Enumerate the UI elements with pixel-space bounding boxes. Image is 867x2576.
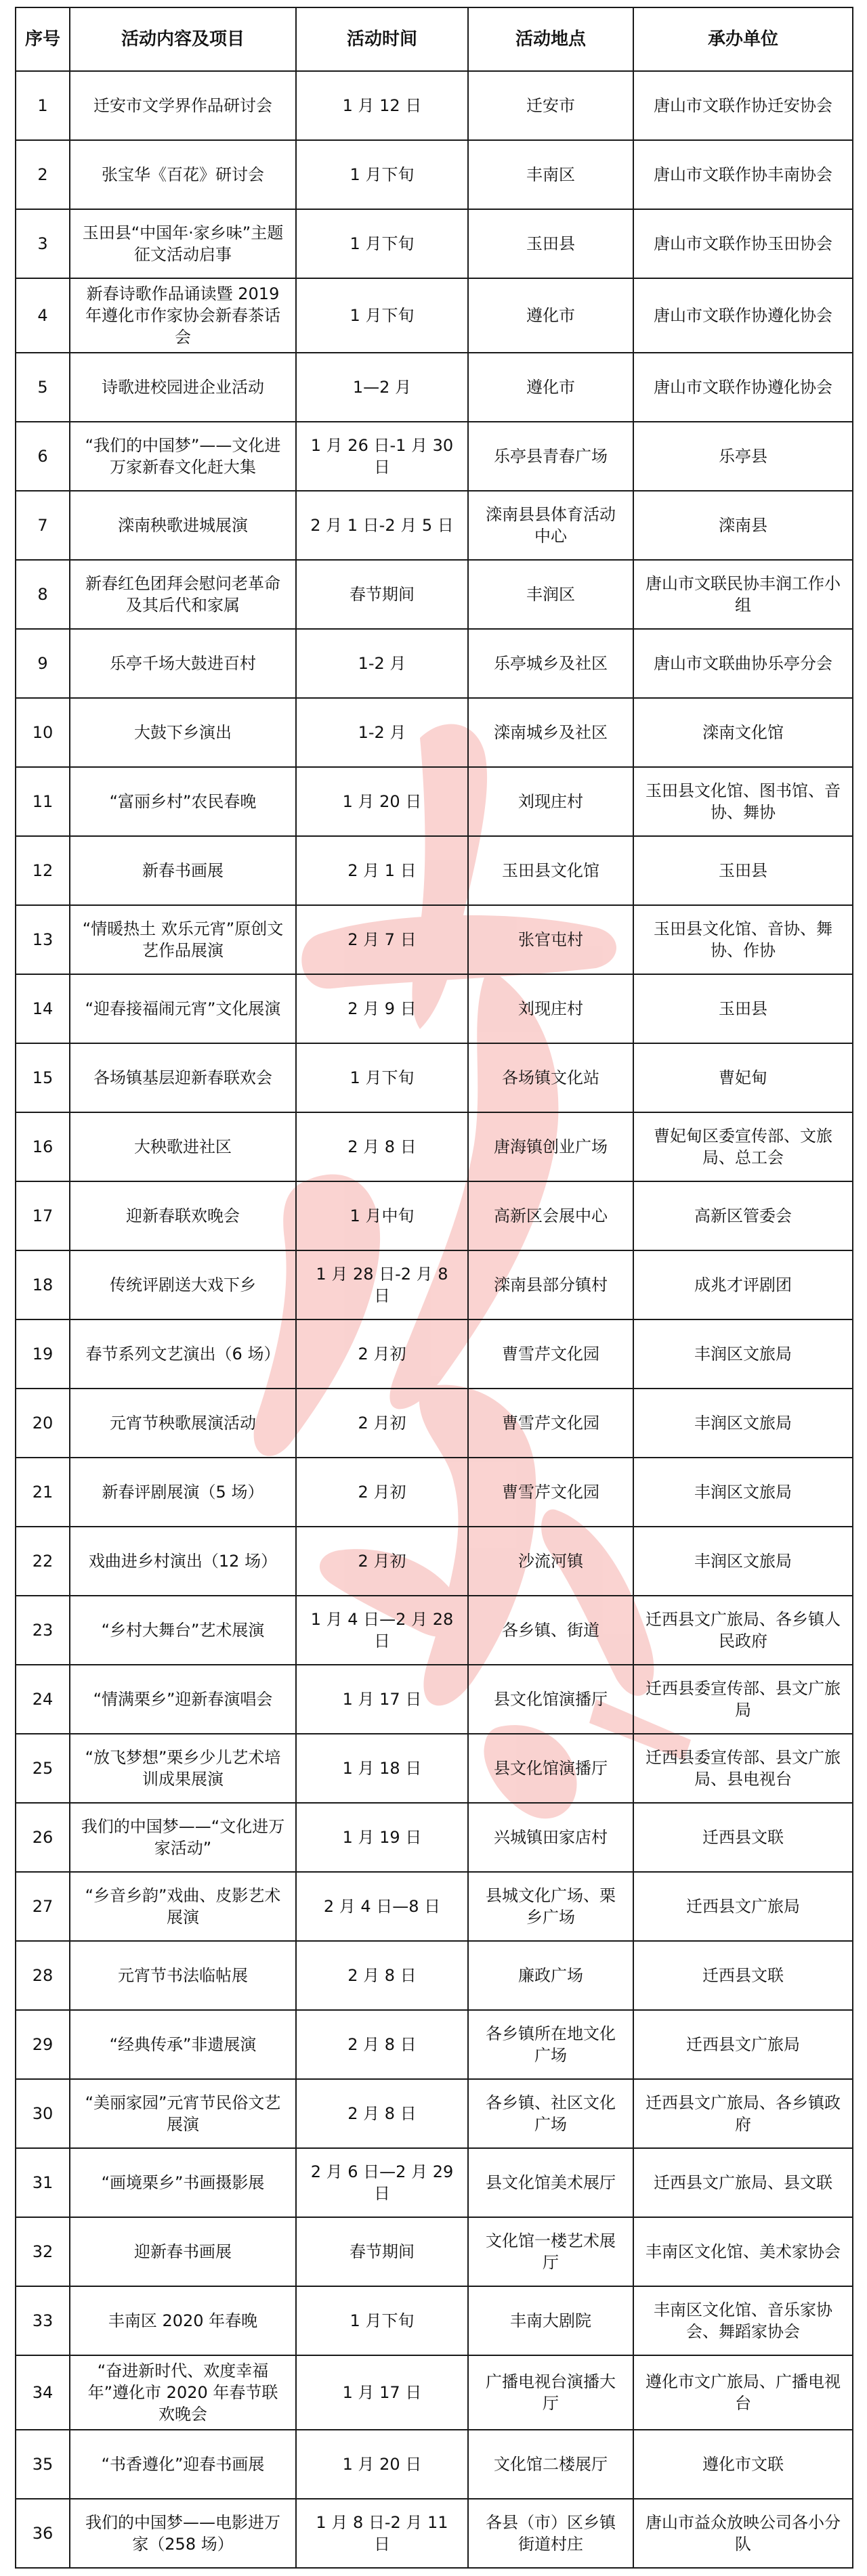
table-row xyxy=(16,422,853,491)
activity-content-cell: “画境栗乡”书画摄影展 xyxy=(70,2148,296,2217)
activity-content-cell: 玉田县“中国年·家乡味”主题征文活动启事 xyxy=(70,209,296,278)
activity-time-cell: 2 月 8 日 xyxy=(296,2010,468,2079)
serial-number-cell: 10 xyxy=(16,698,70,767)
organizer-cell: 丰润区文旅局 xyxy=(633,1458,853,1527)
activity-location-cell: 玉田县文化馆 xyxy=(468,836,633,905)
activity-content-cell: “情满栗乡”迎新春演唱会 xyxy=(70,1665,296,1734)
activity-time-cell: 1 月下旬 xyxy=(296,2286,468,2355)
activity-content-cell: “我们的中国梦”——文化进万家新春文化赶大集 xyxy=(70,422,296,491)
activity-content-cell: 乐亭千场大鼓进百村 xyxy=(70,629,296,698)
table-row xyxy=(16,209,853,278)
organizer-cell: 遵化市文广旅局、广播电视台 xyxy=(633,2355,853,2430)
table-row xyxy=(16,767,853,836)
serial-number-cell: 28 xyxy=(16,1941,70,2010)
activity-content-cell: 迎新春联欢晚会 xyxy=(70,1181,296,1250)
serial-number-cell: 6 xyxy=(16,422,70,491)
organizer-cell: 玉田县 xyxy=(633,836,853,905)
organizer-cell: 乐亭县 xyxy=(633,422,853,491)
serial-number-cell: 29 xyxy=(16,2010,70,2079)
activity-time-cell: 2 月初 xyxy=(296,1527,468,1596)
serial-number-cell: 13 xyxy=(16,905,70,974)
serial-number-cell: 18 xyxy=(16,1250,70,1319)
activity-time-cell: 1-2 月 xyxy=(296,629,468,698)
organizer-cell: 唐山市益众放映公司各小分队 xyxy=(633,2499,853,2568)
table-body xyxy=(16,71,853,2568)
serial-number-cell: 24 xyxy=(16,1665,70,1734)
organizer-cell: 曹妃甸区委宣传部、文旅局、总工会 xyxy=(633,1112,853,1181)
activity-content-cell: 传统评剧送大戏下乡 xyxy=(70,1250,296,1319)
activity-location-cell: 滦南城乡及社区 xyxy=(468,698,633,767)
activity-time-cell: 1 月下旬 xyxy=(296,209,468,278)
activity-location-cell: 各场镇文化站 xyxy=(468,1043,633,1112)
organizer-cell: 迁西县文联 xyxy=(633,1941,853,2010)
organizer-cell: 丰润区文旅局 xyxy=(633,1319,853,1389)
organizer-cell: 丰南区文化馆、美术家协会 xyxy=(633,2217,853,2286)
organizer-cell: 迁西县文广旅局、各乡镇人民政府 xyxy=(633,1596,853,1665)
activity-content-cell: 新春红色团拜会慰问老革命及其后代和家属 xyxy=(70,560,296,629)
table-row xyxy=(16,1181,853,1250)
activity-time-cell: 2 月初 xyxy=(296,1319,468,1389)
organizer-cell: 滦南县 xyxy=(633,491,853,560)
activity-location-cell: 遵化市 xyxy=(468,278,633,353)
activity-time-cell: 2 月 1 日-2 月 5 日 xyxy=(296,491,468,560)
table-row xyxy=(16,1665,853,1734)
activity-location-cell: 县文化馆美术展厅 xyxy=(468,2148,633,2217)
table-row xyxy=(16,491,853,560)
serial-number-cell: 31 xyxy=(16,2148,70,2217)
table-row xyxy=(16,1250,853,1319)
organizer-cell: 唐山市文联作协玉田协会 xyxy=(633,209,853,278)
serial-number-cell: 20 xyxy=(16,1389,70,1458)
activity-content-cell: 迎新春书画展 xyxy=(70,2217,296,2286)
activity-location-cell: 刘现庄村 xyxy=(468,767,633,836)
serial-number-cell: 11 xyxy=(16,767,70,836)
organizer-cell: 曹妃甸 xyxy=(633,1043,853,1112)
serial-number-cell: 21 xyxy=(16,1458,70,1527)
serial-number-cell: 14 xyxy=(16,974,70,1043)
activity-time-cell: 1 月中旬 xyxy=(296,1181,468,1250)
activity-location-cell: 广播电视台演播大厅 xyxy=(468,2355,633,2430)
organizer-cell: 迁西县文广旅局、各乡镇政府 xyxy=(633,2079,853,2148)
activity-time-cell: 春节期间 xyxy=(296,560,468,629)
serial-number-cell: 19 xyxy=(16,1319,70,1389)
activity-time-cell: 1 月下旬 xyxy=(296,278,468,353)
activity-content-cell: 张宝华《百花》研讨会 xyxy=(70,140,296,209)
table-row xyxy=(16,2217,853,2286)
serial-number-cell: 3 xyxy=(16,209,70,278)
table-row xyxy=(16,905,853,974)
serial-number-cell: 27 xyxy=(16,1872,70,1941)
activity-location-cell: 兴城镇田家店村 xyxy=(468,1803,633,1872)
serial-number-cell: 30 xyxy=(16,2079,70,2148)
activity-content-cell: “放飞梦想”栗乡少儿艺术培训成果展演 xyxy=(70,1734,296,1803)
activity-location-cell: 唐海镇创业广场 xyxy=(468,1112,633,1181)
table-row xyxy=(16,2430,853,2499)
table-row xyxy=(16,629,853,698)
organizer-cell: 迁西县文广旅局 xyxy=(633,2010,853,2079)
activity-content-cell: 各场镇基层迎新春联欢会 xyxy=(70,1043,296,1112)
activity-location-cell: 县文化馆演播厅 xyxy=(468,1665,633,1734)
organizer-cell: 高新区管委会 xyxy=(633,1181,853,1250)
table-row xyxy=(16,1389,853,1458)
activity-time-cell: 1 月 17 日 xyxy=(296,1665,468,1734)
activity-time-cell: 1 月 18 日 xyxy=(296,1734,468,1803)
activity-location-cell: 曹雪芹文化园 xyxy=(468,1319,633,1389)
table-row xyxy=(16,353,853,422)
table-row xyxy=(16,1527,853,1596)
table-row xyxy=(16,2355,853,2430)
activity-time-cell: 2 月初 xyxy=(296,1389,468,1458)
serial-number-cell: 32 xyxy=(16,2217,70,2286)
activity-location-cell: 各乡镇所在地文化广场 xyxy=(468,2010,633,2079)
activity-content-cell: 我们的中国梦——“文化进万家活动” xyxy=(70,1803,296,1872)
organizer-cell: 玉田县文化馆、音协、舞协、作协 xyxy=(633,905,853,974)
table-row xyxy=(16,836,853,905)
table-row xyxy=(16,2010,853,2079)
activity-time-cell: 1—2 月 xyxy=(296,353,468,422)
serial-number-cell: 23 xyxy=(16,1596,70,1665)
serial-number-cell: 17 xyxy=(16,1181,70,1250)
table-row xyxy=(16,71,853,140)
organizer-cell: 玉田县 xyxy=(633,974,853,1043)
serial-number-cell: 33 xyxy=(16,2286,70,2355)
activity-time-cell: 2 月 8 日 xyxy=(296,2079,468,2148)
header-serial-number: 序号 xyxy=(16,7,70,71)
table-row xyxy=(16,140,853,209)
serial-number-cell: 34 xyxy=(16,2355,70,2430)
organizer-cell: 唐山市文联民协丰润工作小组 xyxy=(633,560,853,629)
organizer-cell: 迁西县委宣传部、县文广旅局 xyxy=(633,1665,853,1734)
organizer-cell: 丰南区文化馆、音乐家协会、舞蹈家协会 xyxy=(633,2286,853,2355)
activity-content-cell: “乡音乡韵”戏曲、皮影艺术展演 xyxy=(70,1872,296,1941)
activity-content-cell: 丰南区 2020 年春晚 xyxy=(70,2286,296,2355)
serial-number-cell: 22 xyxy=(16,1527,70,1596)
organizer-cell: 迁西县文广旅局 xyxy=(633,1872,853,1941)
activity-time-cell: 1 月 4 日—2 月 28 日 xyxy=(296,1596,468,1665)
table-row xyxy=(16,2079,853,2148)
table-row xyxy=(16,1872,853,1941)
activity-location-cell: 高新区会展中心 xyxy=(468,1181,633,1250)
table-header-row xyxy=(16,7,853,71)
organizer-cell: 唐山市文联作协丰南协会 xyxy=(633,140,853,209)
table-row xyxy=(16,1112,853,1181)
table-row xyxy=(16,974,853,1043)
serial-number-cell: 1 xyxy=(16,71,70,140)
serial-number-cell: 15 xyxy=(16,1043,70,1112)
activity-location-cell: 乐亭城乡及社区 xyxy=(468,629,633,698)
serial-number-cell: 8 xyxy=(16,560,70,629)
activity-location-cell: 迁安市 xyxy=(468,71,633,140)
activity-time-cell: 春节期间 xyxy=(296,2217,468,2286)
activity-location-cell: 遵化市 xyxy=(468,353,633,422)
activity-location-cell: 丰南区 xyxy=(468,140,633,209)
organizer-cell: 遵化市文联 xyxy=(633,2430,853,2499)
activity-location-cell: 各县（市）区乡镇街道村庄 xyxy=(468,2499,633,2568)
activity-location-cell: 文化馆二楼展厅 xyxy=(468,2430,633,2499)
activity-content-cell: 元宵节秧歌展演活动 xyxy=(70,1389,296,1458)
activity-content-cell: 我们的中国梦——电影进万家（258 场） xyxy=(70,2499,296,2568)
serial-number-cell: 36 xyxy=(16,2499,70,2568)
serial-number-cell: 35 xyxy=(16,2430,70,2499)
header-activity-time: 活动时间 xyxy=(296,7,468,71)
table-row xyxy=(16,1941,853,2010)
table-row xyxy=(16,2286,853,2355)
activity-location-cell: 廉政广场 xyxy=(468,1941,633,2010)
activity-content-cell: 新春诗歌作品诵读暨 2019 年遵化市作家协会新春茶话会 xyxy=(70,278,296,353)
activity-content-cell: “经典传承”非遗展演 xyxy=(70,2010,296,2079)
serial-number-cell: 2 xyxy=(16,140,70,209)
activity-time-cell: 1 月 20 日 xyxy=(296,767,468,836)
activity-content-cell: 迁安市文学界作品研讨会 xyxy=(70,71,296,140)
serial-number-cell: 4 xyxy=(16,278,70,353)
organizer-cell: 迁西县文联 xyxy=(633,1803,853,1872)
organizer-cell: 成兆才评剧团 xyxy=(633,1250,853,1319)
activity-location-cell: 滦南县县体育活动中心 xyxy=(468,491,633,560)
activity-location-cell: 各乡镇、社区文化广场 xyxy=(468,2079,633,2148)
activity-location-cell: 滦南县部分镇村 xyxy=(468,1250,633,1319)
activity-location-cell: 曹雪芹文化园 xyxy=(468,1389,633,1458)
serial-number-cell: 12 xyxy=(16,836,70,905)
activity-schedule-table xyxy=(15,7,853,2569)
table-row xyxy=(16,1803,853,1872)
activity-content-cell: “美丽家园”元宵节民俗文艺展演 xyxy=(70,2079,296,2148)
activity-content-cell: 大鼓下乡演出 xyxy=(70,698,296,767)
activity-location-cell: 丰南大剧院 xyxy=(468,2286,633,2355)
table-row xyxy=(16,1596,853,1665)
activity-content-cell: “奋进新时代、欢度幸福年”遵化市 2020 年春节联欢晚会 xyxy=(70,2355,296,2430)
organizer-cell: 丰润区文旅局 xyxy=(633,1389,853,1458)
activity-time-cell: 1 月 20 日 xyxy=(296,2430,468,2499)
activity-content-cell: “迎春接福闹元宵”文化展演 xyxy=(70,974,296,1043)
header-activity-location: 活动地点 xyxy=(468,7,633,71)
activity-content-cell: 元宵节书法临帖展 xyxy=(70,1941,296,2010)
header-activity-content: 活动内容及项目 xyxy=(70,7,296,71)
activity-location-cell: 丰润区 xyxy=(468,560,633,629)
activity-location-cell: 县城文化广场、栗乡广场 xyxy=(468,1872,633,1941)
activity-content-cell: 春节系列文艺演出（6 场） xyxy=(70,1319,296,1389)
table-row xyxy=(16,278,853,353)
activity-time-cell: 1 月 19 日 xyxy=(296,1803,468,1872)
table-row xyxy=(16,560,853,629)
activity-location-cell: 张官屯村 xyxy=(468,905,633,974)
organizer-cell: 丰润区文旅局 xyxy=(633,1527,853,1596)
serial-number-cell: 16 xyxy=(16,1112,70,1181)
activity-content-cell: 诗歌进校园进企业活动 xyxy=(70,353,296,422)
activity-time-cell: 2 月 1 日 xyxy=(296,836,468,905)
organizer-cell: 唐山市文联作协遵化协会 xyxy=(633,353,853,422)
serial-number-cell: 5 xyxy=(16,353,70,422)
activity-time-cell: 2 月 8 日 xyxy=(296,1112,468,1181)
activity-content-cell: 滦南秧歌进城展演 xyxy=(70,491,296,560)
table-row xyxy=(16,1043,853,1112)
activity-time-cell: 1 月下旬 xyxy=(296,140,468,209)
table-row xyxy=(16,2499,853,2568)
activity-location-cell: 文化馆一楼艺术展厅 xyxy=(468,2217,633,2286)
table-row xyxy=(16,1319,853,1389)
organizer-cell: 滦南文化馆 xyxy=(633,698,853,767)
activity-time-cell: 1 月 12 日 xyxy=(296,71,468,140)
activity-content-cell: “富丽乡村”农民春晚 xyxy=(70,767,296,836)
activity-content-cell: 新春评剧展演（5 场） xyxy=(70,1458,296,1527)
activity-location-cell: 曹雪芹文化园 xyxy=(468,1458,633,1527)
activity-location-cell: 乐亭县青春广场 xyxy=(468,422,633,491)
header-organizer: 承办单位 xyxy=(633,7,853,71)
organizer-cell: 唐山市文联作协迁安协会 xyxy=(633,71,853,140)
activity-time-cell: 1 月 8 日-2 月 11 日 xyxy=(296,2499,468,2568)
activity-content-cell: “乡村大舞台”艺术展演 xyxy=(70,1596,296,1665)
table-row xyxy=(16,1458,853,1527)
activity-time-cell: 1 月下旬 xyxy=(296,1043,468,1112)
activity-time-cell: 1 月 17 日 xyxy=(296,2355,468,2430)
activity-location-cell: 沙流河镇 xyxy=(468,1527,633,1596)
activity-location-cell: 刘现庄村 xyxy=(468,974,633,1043)
serial-number-cell: 9 xyxy=(16,629,70,698)
organizer-cell: 迁西县文广旅局、县文联 xyxy=(633,2148,853,2217)
organizer-cell: 唐山市文联作协遵化协会 xyxy=(633,278,853,353)
activity-location-cell: 玉田县 xyxy=(468,209,633,278)
activity-time-cell: 2 月 8 日 xyxy=(296,1941,468,2010)
activity-content-cell: 新春书画展 xyxy=(70,836,296,905)
table-row xyxy=(16,698,853,767)
activity-time-cell: 2 月 9 日 xyxy=(296,974,468,1043)
activity-content-cell: 大秧歌进社区 xyxy=(70,1112,296,1181)
activity-time-cell: 2 月 6 日—2 月 29 日 xyxy=(296,2148,468,2217)
organizer-cell: 玉田县文化馆、图书馆、音协、舞协 xyxy=(633,767,853,836)
serial-number-cell: 26 xyxy=(16,1803,70,1872)
activity-time-cell: 1-2 月 xyxy=(296,698,468,767)
activity-time-cell: 2 月 4 日—8 日 xyxy=(296,1872,468,1941)
activity-content-cell: 戏曲进乡村演出（12 场） xyxy=(70,1527,296,1596)
table-row xyxy=(16,2148,853,2217)
serial-number-cell: 7 xyxy=(16,491,70,560)
activity-time-cell: 1 月 26 日-1 月 30 日 xyxy=(296,422,468,491)
activity-location-cell: 各乡镇、街道 xyxy=(468,1596,633,1665)
activity-time-cell: 2 月初 xyxy=(296,1458,468,1527)
activity-location-cell: 县文化馆演播厅 xyxy=(468,1734,633,1803)
activity-time-cell: 1 月 28 日-2 月 8 日 xyxy=(296,1250,468,1319)
organizer-cell: 唐山市文联曲协乐亭分会 xyxy=(633,629,853,698)
table-row xyxy=(16,1734,853,1803)
serial-number-cell: 25 xyxy=(16,1734,70,1803)
organizer-cell: 迁西县委宣传部、县文广旅局、县电视台 xyxy=(633,1734,853,1803)
activity-content-cell: “书香遵化”迎春书画展 xyxy=(70,2430,296,2499)
activity-content-cell: “情暖热土 欢乐元宵”原创文艺作品展演 xyxy=(70,905,296,974)
activity-time-cell: 2 月 7 日 xyxy=(296,905,468,974)
